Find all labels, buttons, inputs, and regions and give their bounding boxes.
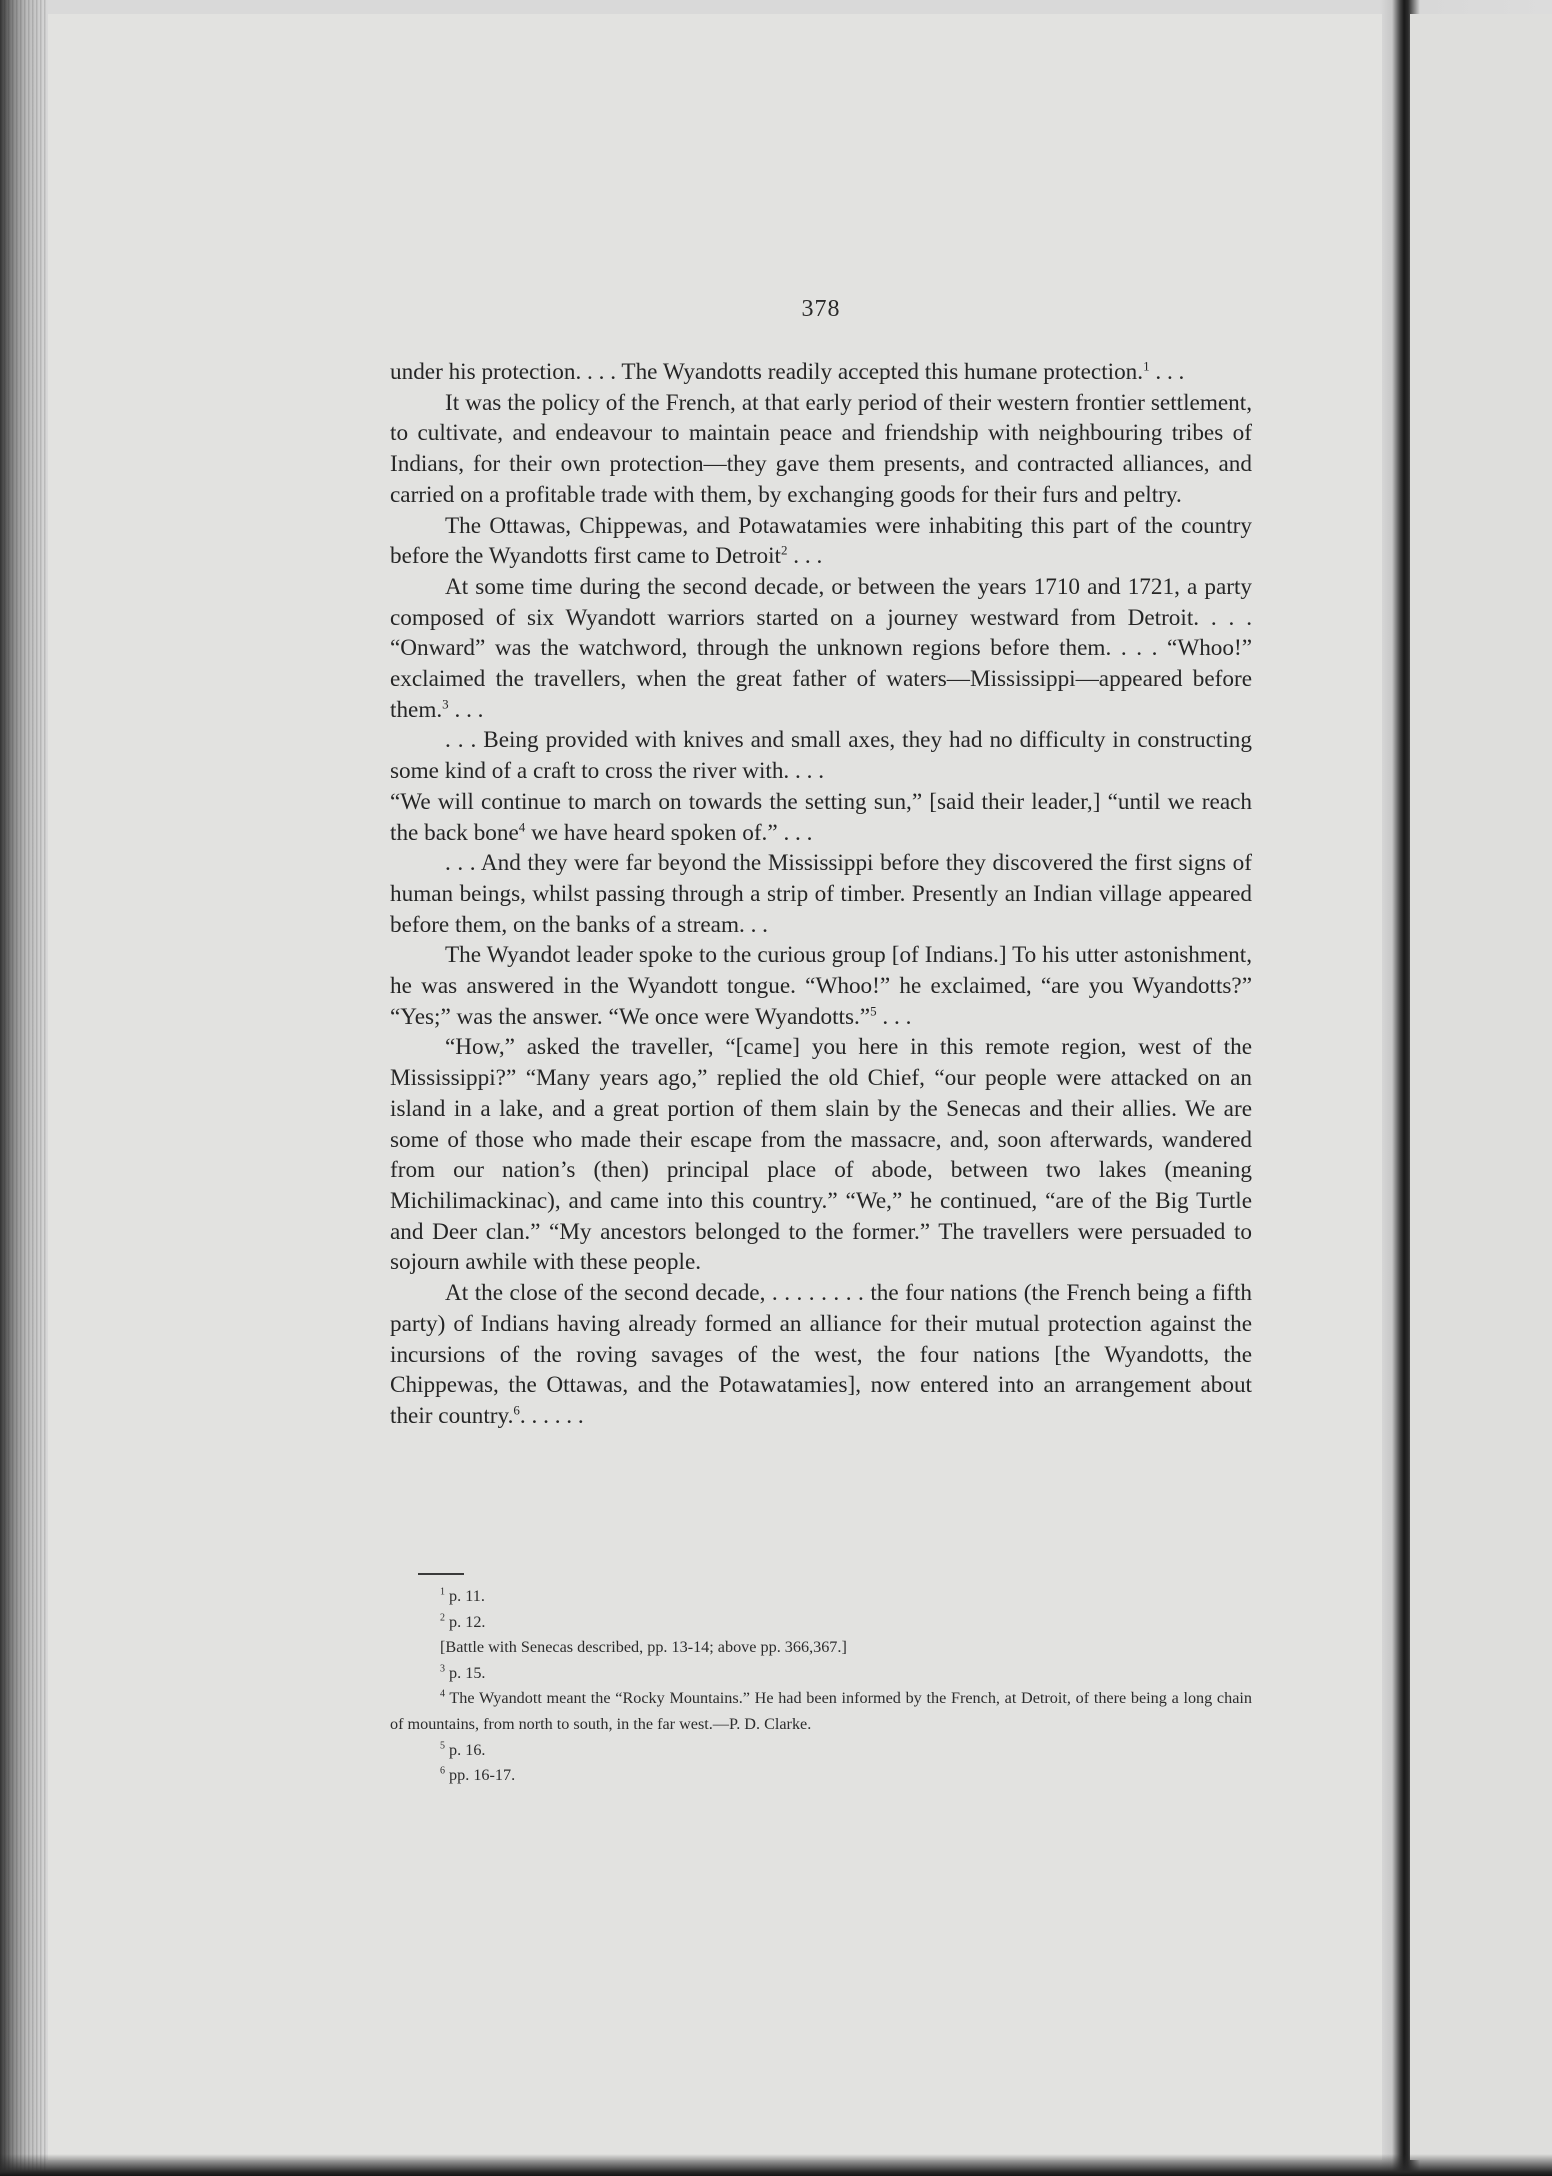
footnote-4 [390,1661,1252,1687]
footnote-rule [418,1573,464,1575]
paragraph-tail: . . . . . . [519,1402,584,1429]
footnote-text: p. 15. [445,1663,486,1682]
footnote-reference: 3 [442,696,449,711]
paragraph-text: under his protection. . . . The Wyandotts readily accepted this humane protection. [390,359,1144,385]
paragraph-tail: . . . [1149,359,1185,385]
paragraph-text: The Ottawas, Chippewas, and Potawatamies were inhabiting this part of the country before the Wyandotts first came to Detroit [390,512,1252,570]
bottom-shadow [0,2154,1552,2176]
footnote-marker: 4 [440,1688,445,1700]
paragraph-text: “We will continue to march on towards the setting sun,” [said their leader,] “until we reach the back bone [390,788,1252,846]
footnote-marker: 6 [440,1765,445,1777]
paragraph-text: The Wyandot leader spoke to the curious group [of Indians.] To his utter astonishment, he was answered in the Wyandott tongue. “Whoo!” he exclaimed, “are you Wyandotts?” “Yes;” was the answer. “We once were Wyandotts.” [390,942,1252,1030]
footnote-reference: 5 [870,1003,877,1019]
footnote-marker: 1 [440,1586,445,1598]
footnote-reference: 6 [513,1402,520,1418]
footnote-7 [390,1763,1252,1789]
paragraph-3 [390,511,1252,572]
footnote-2 [390,1610,1252,1636]
paragraph-5 [390,725,1252,786]
footnote-text: p. 11. [445,1587,485,1605]
paragraph-1 [390,357,1252,388]
footnote-marker: 3 [440,1663,445,1675]
footnote-6 [390,1738,1252,1764]
paragraph-text: It was the policy of the French, at that early period of their western frontier settlement, to cultivate, and endeavour to maintain peace and friendship with neighbouring tribes of Indians, for their own protection—they gave them presents, and contracted alliances, and carried on a profitable trade with them, by exchanging goods for their furs and peltry. [390,389,1252,508]
body-text [390,357,1252,1432]
footnote-text: The Wyandott meant the “Rocky Mountains.” He had been informed by the French, at Detroit, of there being a long chain of mountains, from north to south, in the far west.—P. D. Clarke. [390,1689,1252,1733]
footnote-text: [Battle with Senecas described, pp. 13-14; above pp. 366,367.] [440,1638,847,1657]
footnote-marker: 5 [440,1740,445,1752]
footnote-reference: 2 [780,542,788,558]
left-page [48,14,1382,2160]
paragraph-6 [390,787,1252,848]
paragraph-text: At some time during the second decade, or between the years 1710 and 1721, a party composed of six Wyandott warriors started on a journey westward from Detroit. . . . “Onward” was the watchword, through the unknown regions before them. . . . “Whoo!” exclaimed the travellers, when the great father of waters—Mississippi—appeared before them. [390,573,1252,723]
paragraph-10 [390,1278,1252,1432]
paragraph-tail: we have heard spoken of.” . . . [525,819,813,846]
footnote-marker: 2 [440,1612,445,1624]
footnote-5 [390,1686,1252,1737]
paragraph-8 [390,940,1252,1032]
paragraph-2 [390,388,1252,511]
paragraph-text: . . . And they were far beyond the Mississippi before they discovered the first signs of human beings, whilst passing through a strip of timber. Presently an Indian village appeared before them, on the banks of a stream. . . [390,850,1252,938]
footnote-1 [390,1584,1252,1610]
paragraph-tail: . . . [787,543,823,570]
paragraph-text: At the close of the second decade, . . . . . . . . the four nations (the French being a fifth party) of Indians having already formed an alliance for their mutual protection against the incursions of the roving savages of the west, the four nations [the Wyandotts, the Chippewas, the Ottawas, and the Potawatamies], now entered into an arrangement about their country. [390,1280,1252,1429]
footnotes [390,1584,1252,1789]
footnote-text: pp. 16-17. [445,1766,516,1785]
paragraph-9 [390,1032,1252,1278]
paragraph-text: . . . Being provided with knives and small axes, they had no difficulty in constructing some kind of a craft to cross the river with. . . . [390,727,1252,785]
footnote-text: p. 16. [445,1740,486,1759]
right-page-edge [1410,14,1552,2160]
paragraph-4 [390,572,1252,726]
footnote-text: p. 12. [445,1612,486,1631]
book-edge [0,0,48,2176]
footnote-reference: 4 [518,818,526,834]
footnote-reference: 1 [1143,358,1150,374]
footnote-3 [390,1635,1252,1661]
paragraph-text: “How,” asked the traveller, “[came] you here in this remote region, west of the Mississippi?” “Many years ago,” replied the old Chief, “our people were attacked on an island in a lake, and a great portion of them slain by the Senecas and their allies. We are some of those who made their escape from the massacre, and, soon afterwards, wandered from our nation’s (then) principal place of abode, between two lakes (meaning Michilimackinac), and came into this country.” “We,” he continued, “are of the Big Turtle and Deer clan.” “My ancestors belonged to the former.” The travellers were persuaded to sojourn awhile with these people. [390,1034,1252,1276]
page-number: 378 [801,296,841,322]
paragraph-tail: . . . [448,696,484,723]
paragraph-tail: . . . [876,1003,912,1030]
paragraph-7 [390,848,1252,940]
